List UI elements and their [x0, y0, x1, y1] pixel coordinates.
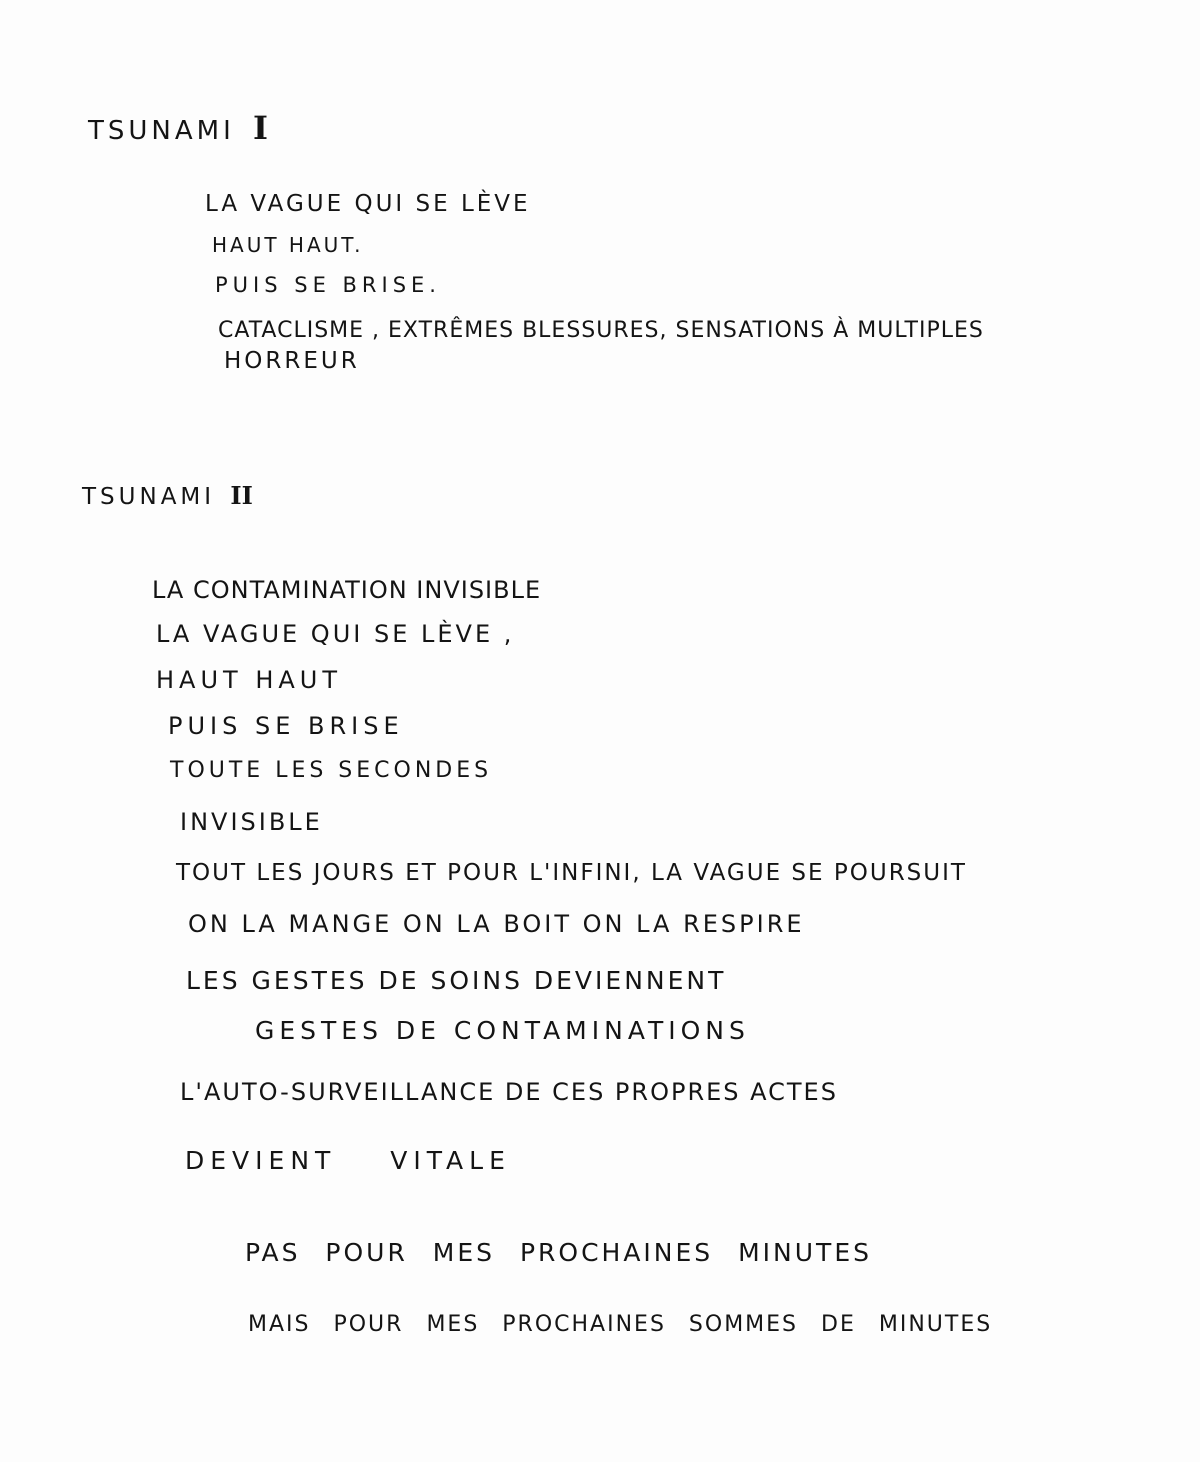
poem-title-1: [88, 109, 268, 147]
poem-2-line-1: LA CONTAMINATION INVISIBLE: [152, 576, 542, 604]
poem-1-line-3: PUIS SE BRISE.: [215, 273, 441, 297]
poem-2-line-6: INVISIBLE: [180, 808, 323, 836]
poem-title-2-text: TSUNAMI: [82, 484, 216, 510]
poem-title-2-numeral: II: [230, 481, 253, 510]
poem-2-line-8: ON LA MANGE ON LA BOIT ON LA RESPIRE: [188, 910, 805, 938]
poem-2-line-9: LES GESTES DE SOINS DEVIENNENT: [186, 966, 727, 995]
poem-2-line-13: PAS POUR MES PROCHAINES MINUTES: [245, 1238, 872, 1267]
poem-1-line-2: HAUT HAUT.: [212, 233, 364, 257]
poem-title-2: [82, 481, 253, 510]
poem-2-line-3: HAUT HAUT: [156, 666, 343, 694]
poem-1-line-1: LA VAGUE QUI SE LÈVE: [205, 191, 531, 217]
poem-1-line-4: CATACLISME , EXTRÊMES BLESSURES, SENSATIONS À MULTIPLES: [218, 318, 984, 343]
poem-title-1-numeral: I: [253, 109, 268, 147]
poem-2-line-12: DEVIENT VITALE: [185, 1146, 511, 1175]
poem-2-line-11: L'AUTO-SURVEILLANCE DE CES PROPRES ACTES: [180, 1078, 838, 1106]
poem-2-line-5: TOUTE LES SECONDES: [170, 758, 493, 783]
poem-2-line-14: MAIS POUR MES PROCHAINES SOMMES DE MINUTES: [248, 1312, 993, 1337]
poem-2-line-4: PUIS SE BRISE: [168, 712, 404, 740]
poem-1-line-5: HORREUR: [224, 348, 360, 374]
poem-title-1-text: TSUNAMI: [88, 116, 235, 146]
poem-2-line-7: TOUT LES JOURS ET POUR L'INFINI, LA VAGUE SE POURSUIT: [176, 860, 967, 886]
poem-2-line-2: LA VAGUE QUI SE LÈVE ,: [156, 620, 515, 648]
poem-2-line-10: GESTES DE CONTAMINATIONS: [255, 1016, 750, 1045]
